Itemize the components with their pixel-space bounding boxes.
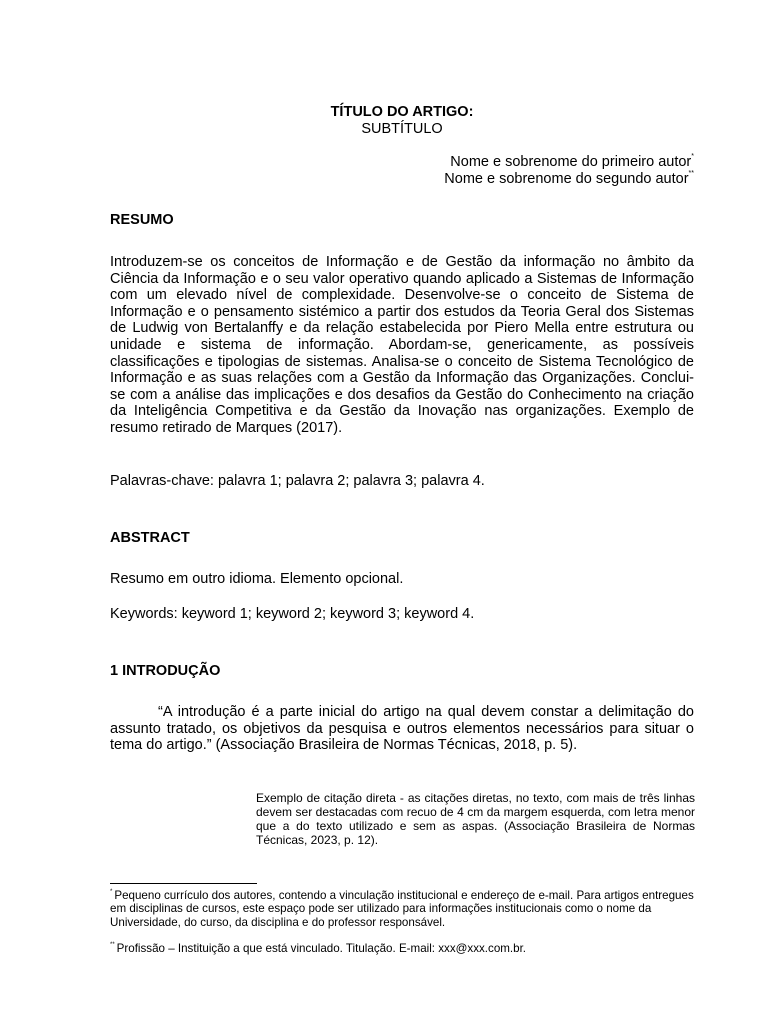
resumo-keywords: Palavras-chave: palavra 1; palavra 2; palavra 3; palavra 4.: [110, 473, 485, 489]
footnote-1: [110, 889, 694, 929]
abstract-text: Resumo em outro idioma. Elemento opcional.: [110, 571, 404, 587]
footnote-2: [110, 942, 694, 955]
resumo-heading: RESUMO: [110, 212, 174, 228]
abstract-keywords: Keywords: keyword 1; keyword 2; keyword 3; keyword 4.: [110, 606, 475, 622]
article-subtitle: SUBTÍTULO: [361, 121, 443, 137]
authors-block: [110, 154, 694, 188]
first-author: [110, 154, 694, 171]
introduction-text: “A introdução é a parte inicial do artigo na qual devem constar a delimitação do assunto tratado, os objetivos da pesquisa e outros elementos necessários para situar o tema do artigo.” (Associação Brasileira de Normas Técnicas, 2018, p. 5).: [110, 704, 694, 754]
introduction-heading: 1 INTRODUÇÃO: [110, 663, 221, 679]
second-author-name: Nome e sobrenome do segundo autor: [444, 171, 689, 187]
first-author-footnote-mark: *: [691, 153, 694, 160]
resumo-text: Introduzem-se os conceitos de Informação e de Gestão da informação no âmbito da Ciência da Informação e o seu valor operativo quando aplicado a Sistemas de Informação com um elevado nível de complexidade. Desenvolve-se o conceito de Sistema de Informação e o pensamento sistémico a partir dos estudos da Teoria Geral dos Sistemas de Ludwig von Bertalanffy e da relação estabelecida por Piero Mella entre estrutura ou unidade e sistema de informação. Abordam-se, genericamente, as possíveis classificações e tipologias de sistemas. Analisa-se o conceito de Sistema Tecnológico de Informação e as suas relações com a Gestão da Informação das Organizações. Conclui-se com a análise das implicações e dos desafios da Gestão do Conhecimento na criação da Inteligência Competitiva e da Gestão da Inovação nas organizações. Exemplo de resumo retirado de Marques (2017).: [110, 254, 694, 436]
second-author-footnote-mark: **: [688, 170, 694, 177]
footnote-1-mark: *: [110, 889, 113, 895]
footnote-separator: [110, 883, 257, 884]
first-author-name: Nome e sobrenome do primeiro autor: [450, 154, 692, 170]
abstract-heading: ABSTRACT: [110, 530, 190, 546]
footnote-2-text: Profissão – Instituição a que está vinculado. Titulação. E-mail: xxx@xxx.com.br.: [116, 942, 527, 955]
footnote-1-text: Pequeno currículo dos autores, contendo a vinculação institucional e endereço de e-mail. Para artigos entregues em disciplinas de cursos, este espaço pode ser utilizado para informações institucionais como o nome da Universidade, do curso, da disciplina e do professor responsável.: [110, 889, 694, 929]
article-title: TÍTULO DO ARTIGO:: [330, 104, 474, 120]
second-author: [110, 171, 694, 188]
direct-quotation: Exemplo de citação direta - as citações diretas, no texto, com mais de três linhas devem ser destacadas com recuo de 4 cm da margem esquerda, com letra menor que a do texto utilizado e sem as aspas. (Associação Brasileira de Normas Técnicas, 2023, p. 12).: [256, 791, 695, 847]
article-title-block: [110, 104, 694, 138]
footnote-2-mark: **: [110, 942, 115, 948]
